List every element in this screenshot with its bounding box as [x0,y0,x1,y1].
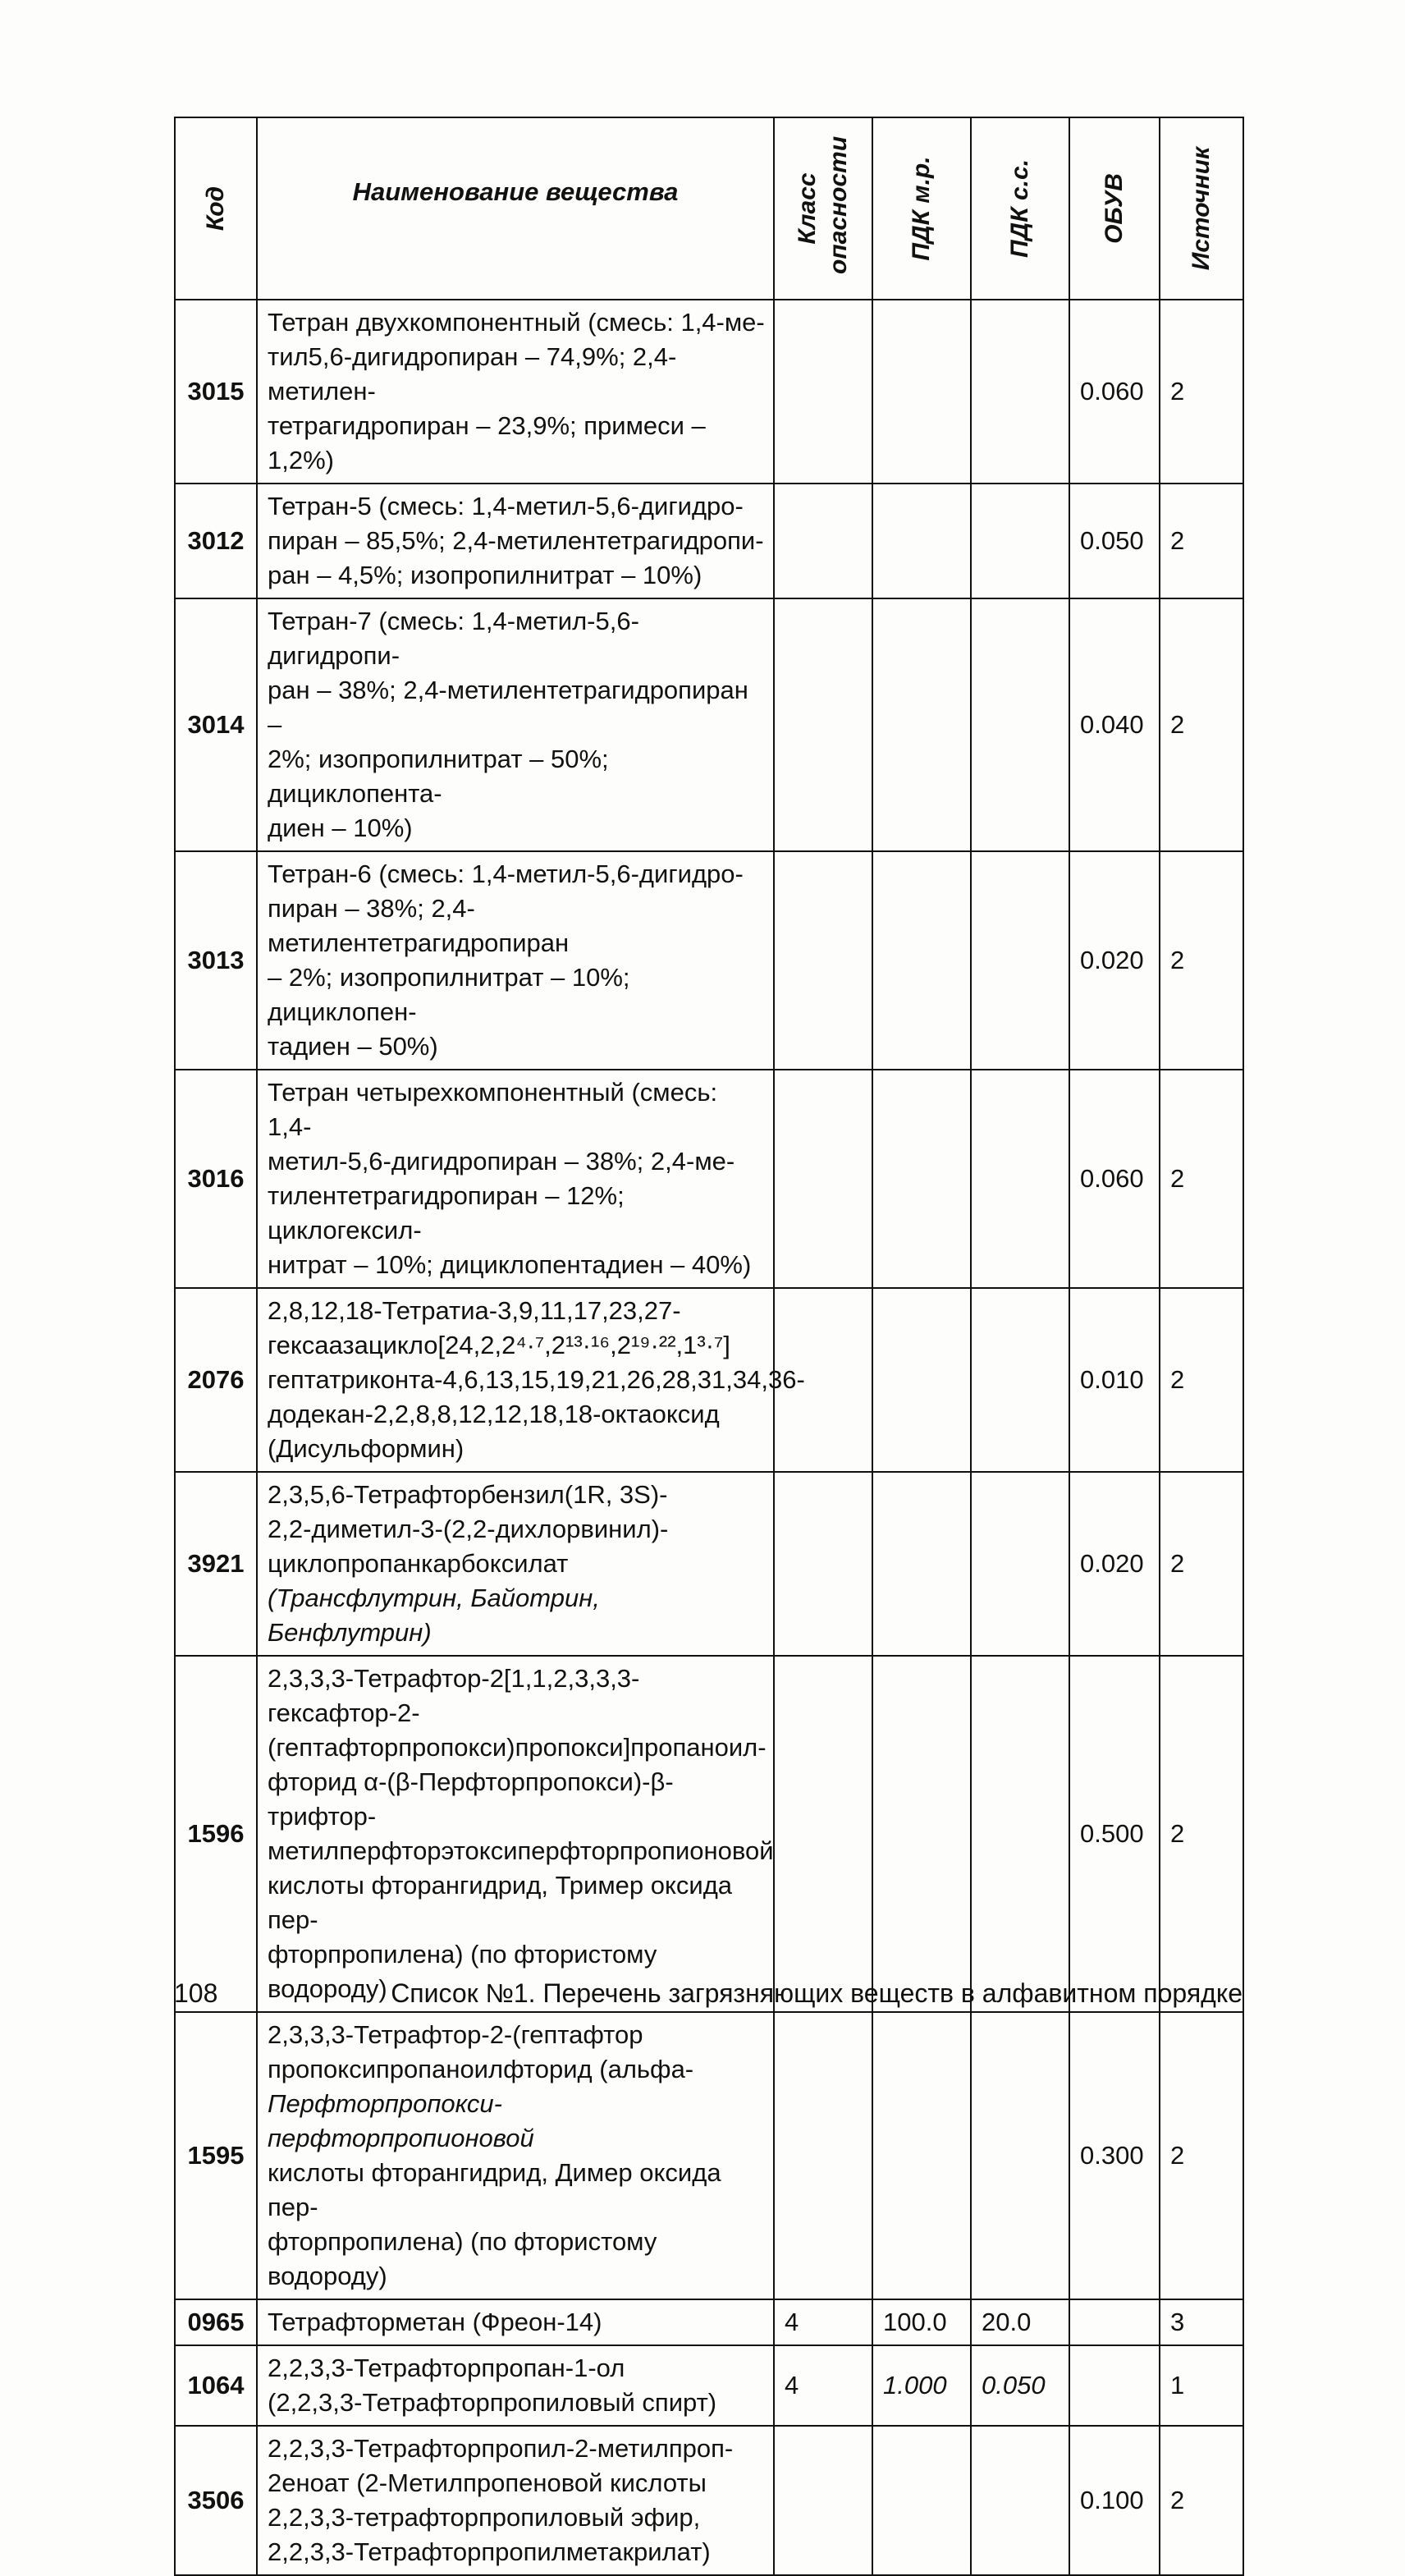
row-source: 2 [1160,2426,1243,2575]
row-source: 2 [1160,300,1243,484]
footer-title: Список №1. Перечень загрязняющих веществ в алфавитном порядке [391,1978,1243,2008]
row-obuv: 0.060 [1069,300,1160,484]
row-source: 2 [1160,2012,1243,2299]
row-name-line: (Трансфлутрин, Байотрин, Бенфлутрин) [268,1584,600,1647]
row-class [774,598,872,851]
row-name [257,2426,774,2575]
row-name-line: кислоты фторангидрид, Тример оксида пер- [268,1871,733,1934]
row-name [257,1656,774,2012]
row-pdk-mr [872,2426,971,2575]
row-pdk-mr [872,300,971,484]
row-name-line: циклопропанкарбоксилат [268,1549,569,1578]
row-name-line: метилперфторэтоксиперфторпропионовой [268,1836,774,1865]
row-pdk-mr [872,1070,971,1288]
row-name-line: Тетран двухкомпонентный (смесь: 1,4-ме- [268,308,765,337]
header-class-label: Класс опасности [794,135,852,274]
row-code: 3013 [175,851,257,1070]
header-row [175,117,1243,300]
row-pdk-ss [971,300,1069,484]
row-name-line: (Дисульформин) [268,1434,465,1463]
row-name [257,598,774,851]
row-name-line: Тетран-6 (смесь: 1,4-метил-5,6-дигидро- [268,859,744,888]
table-body [175,300,1243,2575]
row-name-line: 2%; изопропилнитрат – 50%; дициклопента- [268,745,609,808]
row-name-line: Тетран-5 (смесь: 1,4-метил-5,6-дигидро- [268,492,744,520]
row-code: 3921 [175,1472,257,1656]
row-name-line: 2еноат (2-Метилпропеновой кислоты [268,2468,707,2497]
row-source: 3 [1160,2299,1243,2345]
header-source [1160,117,1243,300]
row-name-line: Тетрафторметан (Фреон-14) [268,2308,602,2336]
header-source-label: Источник [1188,146,1215,271]
table-row [175,598,1243,851]
row-class [774,1656,872,2012]
row-class [774,300,872,484]
row-source: 2 [1160,851,1243,1070]
row-class [774,1070,872,1288]
row-name-line: 2,2-диметил-3-(2,2-дихлорвинил)- [268,1515,669,1543]
row-code: 1595 [175,2012,257,2299]
row-pdk-ss: 20.0 [971,2299,1069,2345]
row-pdk-ss [971,2426,1069,2575]
row-obuv: 0.300 [1069,2012,1160,2299]
row-pdk-ss [971,598,1069,851]
row-name-line: пиран – 38%; 2,4-метилентетрагидропиран [268,894,570,957]
row-name-line: Тетран четырехкомпонентный (смесь: 1,4- [268,1078,718,1141]
row-source: 2 [1160,484,1243,598]
row-obuv: 0.040 [1069,598,1160,851]
row-name-line: 2,8,12,18-Тетратиа-3,9,11,17,23,27- [268,1296,681,1325]
row-name-line: ран – 4,5%; изопропилнитрат – 10%) [268,561,702,589]
table-row [175,2012,1243,2299]
row-pdk-mr [872,1288,971,1472]
row-source: 2 [1160,1288,1243,1472]
row-name-line: тил5,6-дигидропиран – 74,9%; 2,4-метилен- [268,342,677,406]
row-name-line: (2,2,3,3-Тетрафторпропиловый спирт) [268,2388,717,2417]
row-source: 2 [1160,1472,1243,1656]
row-name-line: – 2%; изопропилнитрат – 10%; дициклопен- [268,963,630,1026]
row-pdk-ss [971,1472,1069,1656]
header-pdk-mr [872,117,971,300]
row-name-line: 2,2,3,3-тетрафторпропиловый эфир, [268,2503,701,2532]
header-class [774,117,872,300]
row-name [257,2012,774,2299]
table-row [175,1288,1243,1472]
header-pdk-ss [971,117,1069,300]
row-name-line: тилентетрагидропиран – 12%; циклогексил- [268,1181,625,1244]
row-name [257,1288,805,1472]
row-class [774,2012,872,2299]
row-source: 2 [1160,1070,1243,1288]
row-obuv: 0.500 [1069,1656,1160,2012]
row-name-line: 2,3,5,6-Тетрафторбензил(1R, 3S)- [268,1480,668,1509]
row-name [257,2299,774,2345]
row-name-line: тадиен – 50%) [268,1032,438,1061]
table-row [175,484,1243,598]
row-class [774,851,872,1070]
row-class [774,1472,872,1656]
row-name-line: гексаазацикло[24,2,2⁴·⁷,2¹³·¹⁶,2¹⁹·²²,1³·⁷] [268,1331,730,1359]
table-row [175,2299,1243,2345]
header-pdk-ss-label: ПДК с.с. [1006,158,1033,259]
row-pdk-mr [872,484,971,598]
row-name-line: 2,3,3,3-Тетрафтор-2-(гептафтор [268,2020,643,2049]
row-source: 2 [1160,598,1243,851]
row-code: 3012 [175,484,257,598]
row-obuv: 0.020 [1069,851,1160,1070]
row-obuv [1069,2345,1160,2426]
row-code: 1064 [175,2345,257,2426]
header-code-label: Код [202,186,229,231]
row-name-line: нитрат – 10%; дициклопентадиен – 40%) [268,1250,752,1279]
row-pdk-ss [971,851,1069,1070]
row-obuv: 0.050 [1069,484,1160,598]
table-row [175,851,1243,1070]
header-name: Наименование вещества [257,117,774,300]
row-name [257,1070,774,1288]
row-obuv: 0.010 [1069,1288,1160,1472]
row-pdk-mr [872,2012,971,2299]
row-source: 2 [1160,1656,1243,2012]
row-class [774,484,872,598]
row-code: 3016 [175,1070,257,1288]
row-pdk-mr [872,1656,971,2012]
table-row [175,2345,1243,2426]
row-obuv: 0.020 [1069,1472,1160,1656]
row-obuv: 0.060 [1069,1070,1160,1288]
row-pdk-ss: 0.050 [971,2345,1069,2426]
row-name [257,484,774,598]
row-obuv: 0.100 [1069,2426,1160,2575]
row-name [257,2345,774,2426]
row-name-line: (гептафторпропокси)пропокси]пропаноил- [268,1733,767,1762]
row-name-line: ран – 38%; 2,4-метилентетрагидропиран – [268,676,748,739]
row-class: 4 [774,2299,872,2345]
row-name [257,1472,774,1656]
row-code: 1596 [175,1656,257,2012]
row-name [257,851,774,1070]
table-row [175,2426,1243,2575]
row-pdk-ss [971,1656,1069,2012]
row-name-line: Тетран-7 (смесь: 1,4-метил-5,6-дигидропи- [268,607,639,670]
row-code: 3014 [175,598,257,851]
row-pdk-mr [872,851,971,1070]
row-name-line: гептатриконта-4,6,13,15,19,21,26,28,31,34,36- [268,1365,805,1394]
row-name-line: диен – 10%) [268,814,413,842]
row-code: 3015 [175,300,257,484]
row-name-line: фторид α-(β-Перфторпропокси)-β-трифтор- [268,1767,674,1831]
row-code: 3506 [175,2426,257,2575]
row-name-line: фторпропилена) (по фтористому водороду) [268,1940,657,2003]
row-code: 2076 [175,1288,257,1472]
row-pdk-ss [971,1288,1069,1472]
table-row [175,1070,1243,1288]
table-row [175,300,1243,484]
row-code: 0965 [175,2299,257,2345]
row-name-line: кислоты фторангидрид, Димер оксида пер- [268,2158,721,2221]
row-name-line: 2,2,3,3-Тетрафторпропан-1-ол [268,2354,625,2382]
row-name-line: 2,3,3,3-Тетрафтор-2[1,1,2,3,3,3-гексафтор-2- [268,1664,640,1727]
row-pdk-ss [971,1070,1069,1288]
row-obuv [1069,2299,1160,2345]
substances-table [174,117,1244,2576]
header-obuv-label: ОБУВ [1101,173,1128,244]
row-name-line: фторпропилена) (по фтористому водороду) [268,2227,657,2290]
row-pdk-mr [872,1472,971,1656]
row-pdk-mr: 1.000 [872,2345,971,2426]
table-row [175,1656,1243,2012]
header-pdk-mr-label: ПДК м.р. [908,156,935,261]
row-pdk-ss [971,2012,1069,2299]
row-name [257,300,774,484]
row-name-line: 2,2,3,3-Тетрафторпропил-2-метилпроп- [268,2434,734,2463]
row-name-line: 2,2,3,3-Тетрафторпропилметакрилат) [268,2537,711,2566]
row-name-line: пропоксипропаноилфторид (альфа- [268,2055,694,2083]
table-row [175,1472,1243,1656]
header-obuv [1069,117,1160,300]
row-class: 4 [774,2345,872,2426]
row-name-line: метил-5,6-дигидропиран – 38%; 2,4-ме- [268,1147,735,1176]
row-name-line: Перфторпропокси-перфторпропионовой [268,2089,534,2152]
row-class [774,2426,872,2575]
row-pdk-mr: 100.0 [872,2299,971,2345]
row-name-line: додекан-2,2,8,8,12,12,18,18-октаоксид [268,1400,720,1428]
row-name-line: пиран – 85,5%; 2,4-метилентетрагидропи- [268,526,764,555]
header-code [175,117,257,300]
page-number: 108 [174,1978,218,2008]
row-source: 1 [1160,2345,1243,2426]
row-pdk-mr [872,598,971,851]
row-name-line: тетрагидропиран – 23,9%; примеси – 1,2%) [268,411,706,474]
row-pdk-ss [971,484,1069,598]
